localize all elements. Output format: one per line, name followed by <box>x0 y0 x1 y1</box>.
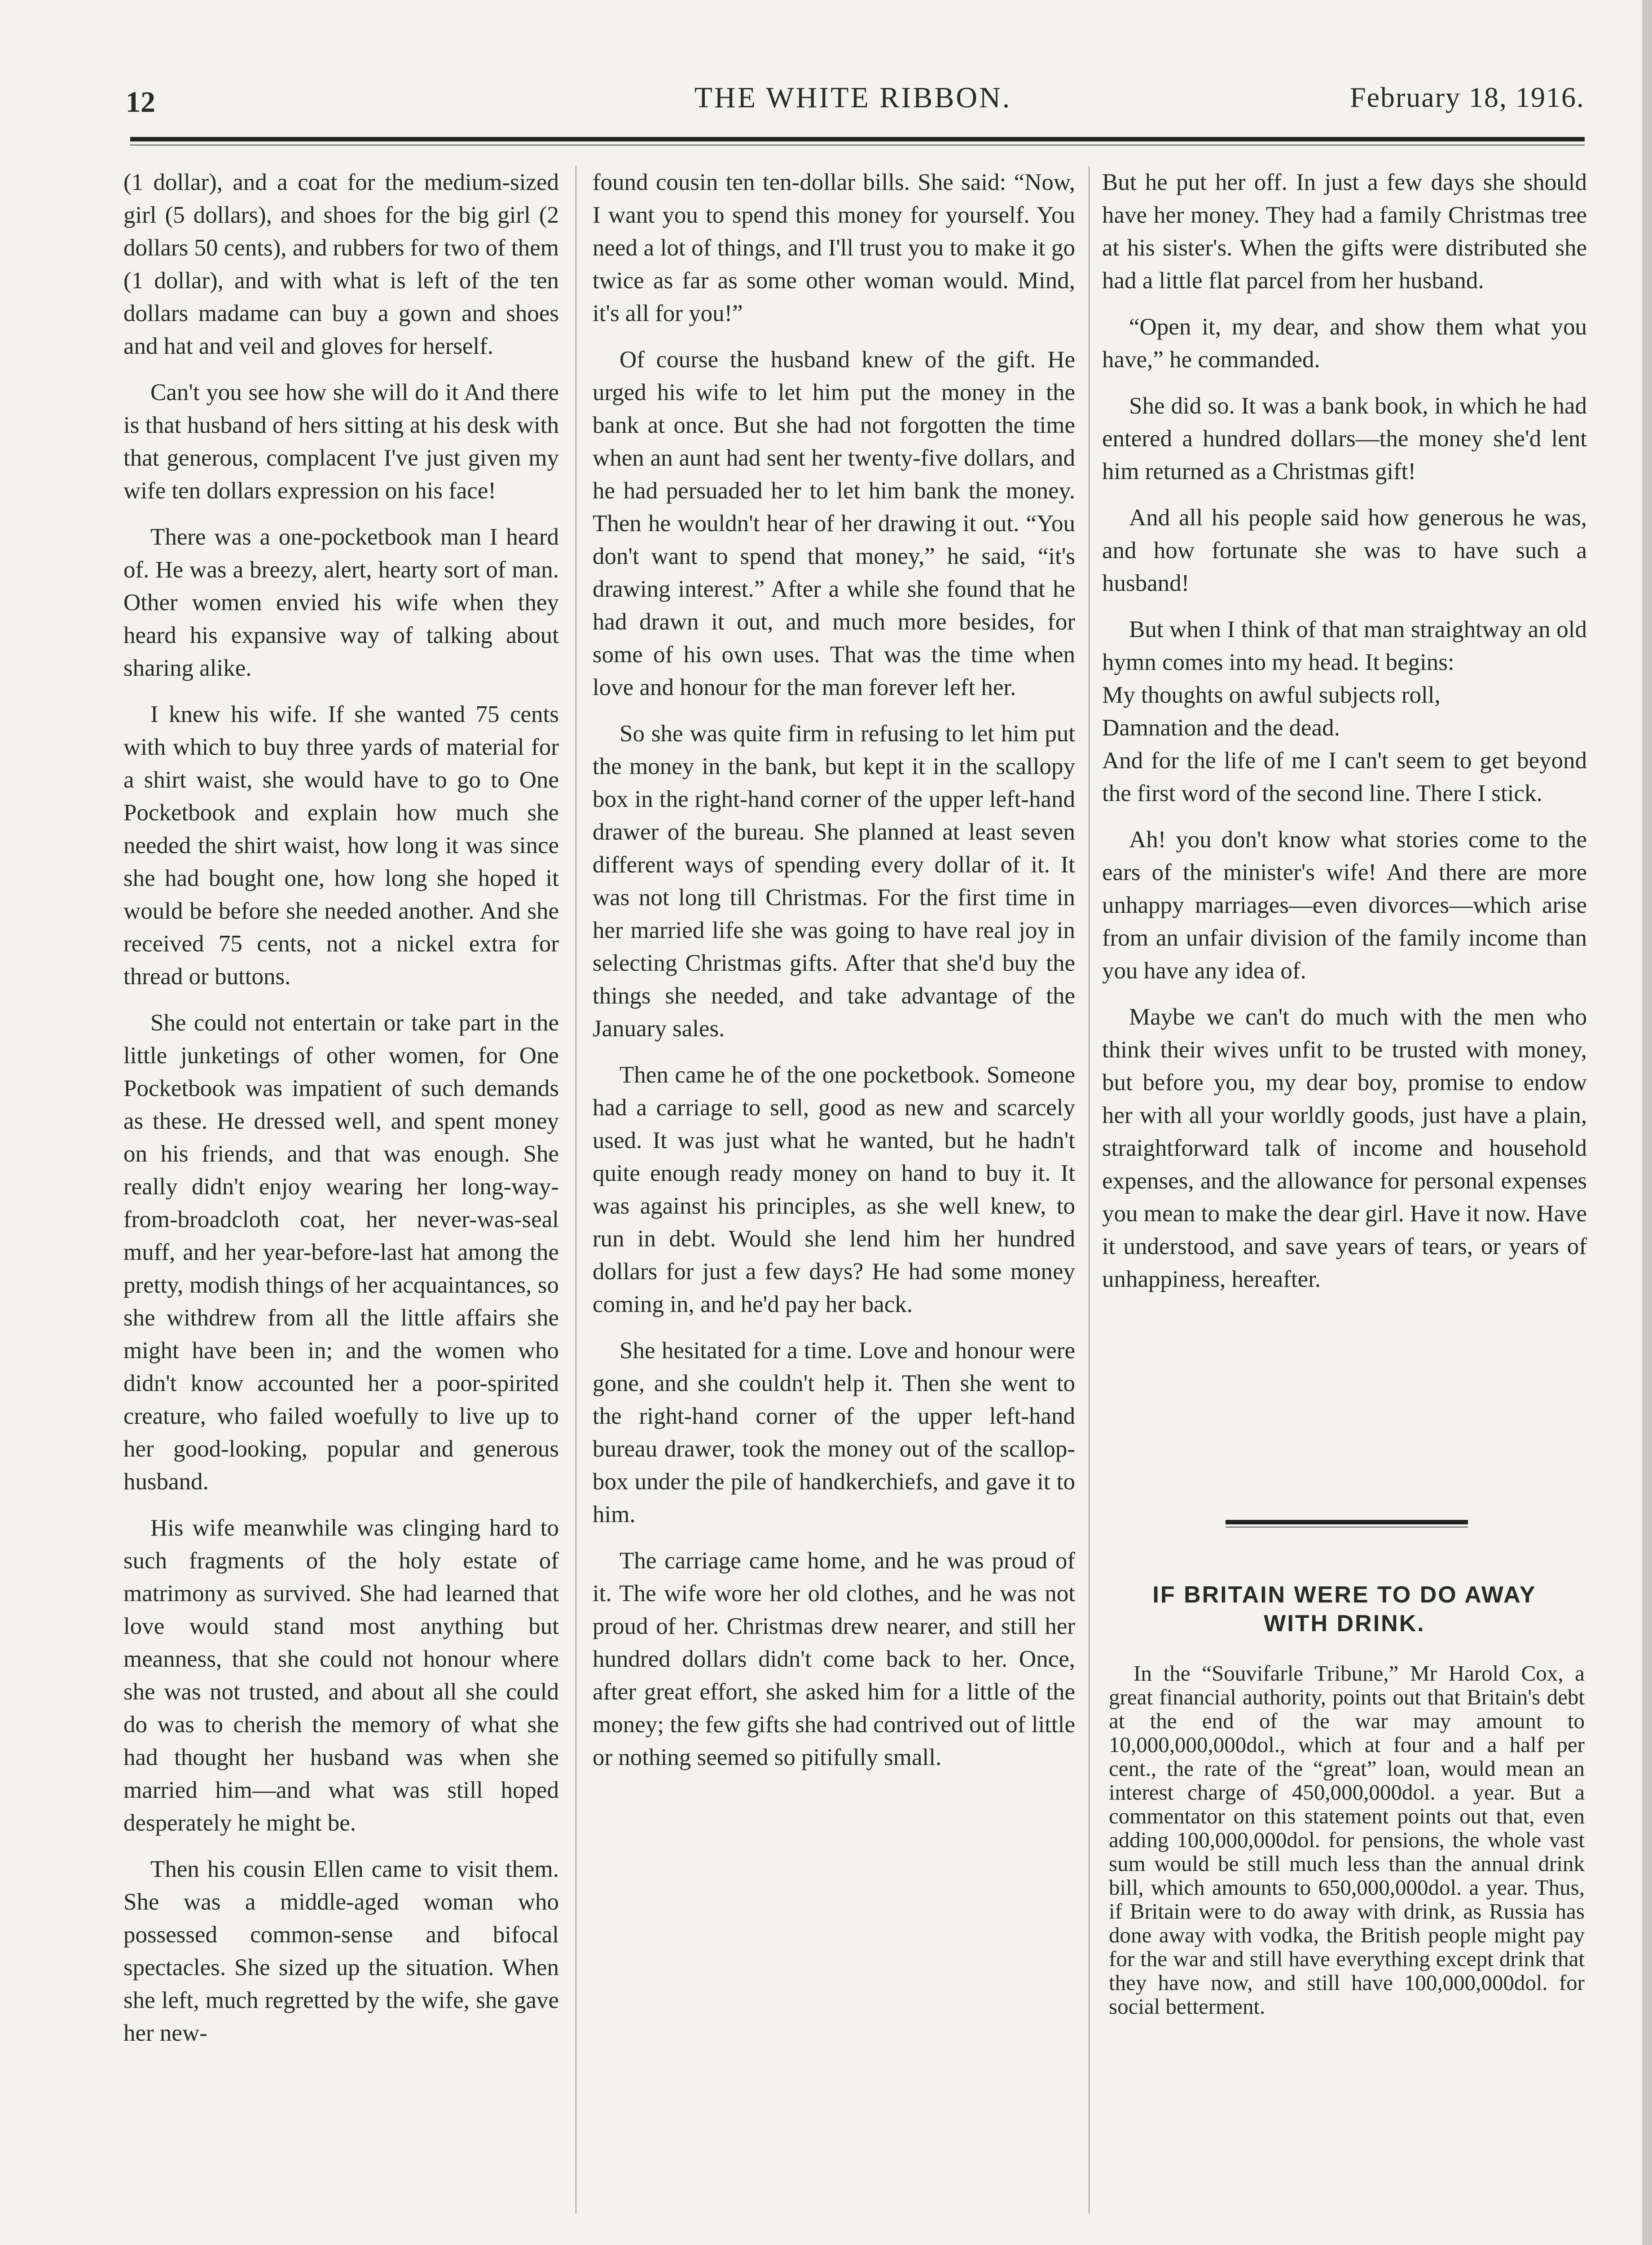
hymn-verse-line: Damnation and the dead. <box>1102 715 1340 741</box>
page-edge <box>1642 0 1652 2245</box>
paragraph: So she was quite firm in refusing to let him put the money in the bank, but kept it in the scallopy box in the right-hand corner of the upper left-hand drawer of the bureau. She planned at least seven different ways of spending every dollar of it. It was not long till Christmas. For the first time in her married life she was going to have real joy in selecting Christmas gifts. After that she'd buy the things she needed, and take advantage of the January sales. <box>593 721 1075 1042</box>
column-3 <box>1102 166 1587 1309</box>
paragraph: Can't you see how she will do it And there is that husband of hers sitting at his desk with that generous, complacent I've just given my wife ten dollars expression on his face! <box>123 379 559 504</box>
paragraph: Maybe we can't do much with the men who think their wives unfit to be trusted with money, but before you, my dear boy, promise to endow her with all your worldly goods, just have a plain, straightforward talk of income and household expenses, and the allowance for personal expenses you mean to make the dear girl. Have it now. Have it understood, and save years of tears, or years of unhappiness, hereafter. <box>1102 1004 1587 1292</box>
paragraph: She did so. It was a bank book, in which he had entered a hundred dollars—the money she'd lent him returned as a Christmas gift! <box>1102 393 1587 484</box>
column-1 <box>123 166 559 2063</box>
masthead-title: THE WHITE RIBBON. <box>694 81 1012 114</box>
paragraph: His wife meanwhile was clinging hard to such fragments of the holy estate of matrimony as survived. She had learned that love would stand most anything but meanness, that she could not honour where she was not trusted, and about all she could do was to cherish the memory of what she had thought her husband was when she married him—and what was still hoped desperately he might be. <box>123 1515 559 1836</box>
paragraph: found cousin ten ten-dollar bills. She said: “Now, I want you to spend this money for yourself. You need a lot of things, and I'll trust you to make it go twice as far as some other woman would. Mind, it's all for you!” <box>593 169 1075 326</box>
paragraph: But he put her off. In just a few days she should have her money. They had a family Christmas tree at his sister's. When the gifts were distributed she had a little flat parcel from her husband. <box>1102 169 1587 294</box>
paragraph: Ah! you don't know what stories come to the ears of the minister's wife! And there are more unhappy marriages—even divorces—which arise from an unfair division of the family income than you have any idea of. <box>1102 827 1587 984</box>
paragraph: But when I think of that man straightway an old hymn comes into my head. It begins: <box>1102 616 1587 675</box>
page-number: 12 <box>126 86 155 119</box>
paragraph: She could not entertain or take part in the little junketings of other women, for One Pocketbook was impatient of such demands as these. He dressed well, and spent money on his friends, and that was enough. She really didn't enjoy wearing her long-way-from-broadcloth coat, her never-was-seal muff, and her year-before-last hat among the pretty, modish things of her acquaintances, so she withdrew from all the little affairs she might have been in; and the women who didn't know accounted her a poor-spirited creature, who failed woefully to live up to her good-looking, popular and generous husband. <box>123 1010 559 1495</box>
paragraph: The carriage came home, and he was proud of it. The wife wore her old clothes, and he was not proud of her. Christmas drew nearer, and still her hundred dollars didn't come back to her. Once, after great effort, she asked him for a little of the money; the few gifts she had contrived out of little or nothing seemed so pitifully small. <box>593 1548 1075 1770</box>
paragraph: Of course the husband knew of the gift. He urged his wife to let him put the money in the bank at once. But she had not forgotten the time when an aunt had sent her twenty-five dollars, and he had persuaded her to let him bank the money. Then he wouldn't hear of her drawing it out. “You don't want to spend that money,” he said, “it's drawing interest.” After a while she found that he had drawn it out, and much more besides, for some of his own uses. That was the time when love and honour for the man forever left her. <box>593 347 1075 700</box>
article-separator <box>1226 1520 1468 1524</box>
headline-line: WITH DRINK. <box>1264 1611 1425 1637</box>
paragraph: Then his cousin Ellen came to visit them. She was a middle-aged woman who possessed common-sense and bifocal spectacles. She sized up the situation. When she left, much regretted by the wife, she gave her new- <box>123 1856 559 2046</box>
article-body <box>1109 1661 1585 2018</box>
column-2 <box>593 166 1075 1787</box>
paragraph: I knew his wife. If she wanted 75 cents with which to buy three yards of material for a shirt waist, she would have to go to One Pocketbook and explain how much she needed the shirt waist, how long it was since she had bought one, how long she hoped it would be before she needed another. And she received 75 cents, not a nickel extra for thread or buttons. <box>123 701 559 990</box>
column-divider <box>1089 166 1090 2214</box>
paragraph: In the “Souvifarle Tribune,” Mr Harold Cox, a great financial authority, points out that Britain's debt at the end of the war may amount to 10,000,000,000dol., which at four and a half per cent., the rate of the “great” loan, would mean an interest charge of 450,000,000dol. a year. But a commentator on this statement points out that, even adding 100,000,000dol. for pensions, the whole vast sum would be still much less than the annual drink bill, which amounts to 650,000,000dol. a year. Thus, if Britain were to do away with drink, as Russia has done away with vodka, the British people might pay for the war and still have everything except drink that they have now, and still have 100,000,000dol. for social betterment. <box>1109 1661 1585 2019</box>
article-headline <box>1102 1580 1587 1638</box>
header-rule <box>130 137 1585 141</box>
hymn-verse-line: My thoughts on awful subjects roll, <box>1102 682 1441 708</box>
issue-date: February 18, 1916. <box>1349 81 1585 113</box>
paragraph: She hesitated for a time. Love and honour were gone, and she couldn't help it. Then she went to the right-hand corner of the upper left-hand bureau drawer, took the money out of the scallop-box under the pile of handkerchiefs, and gave it to him. <box>593 1338 1075 1527</box>
paragraph: And for the life of me I can't seem to get beyond the first word of the second line. There I stick. <box>1102 748 1587 806</box>
paragraph: Then came he of the one pocketbook. Someone had a carriage to sell, good as new and scarcely used. It was just what he wanted, but he hadn't quite enough ready money on hand to buy it. It was against his principles, as she well knew, to run in debt. Would she lend him her hundred dollars for just a few days? He had some money coming in, and he'd pay her back. <box>593 1062 1075 1317</box>
paragraph: “Open it, my dear, and show them what you have,” he commanded. <box>1102 314 1587 373</box>
paragraph: And all his people said how generous he was, and how fortunate she was to have such a husband! <box>1102 505 1587 596</box>
paragraph: There was a one-pocketbook man I heard of. He was a breezy, alert, hearty sort of man. Other women envied his wife when they heard his expansive way of talking about sharing alike. <box>123 524 559 681</box>
page-header <box>121 81 1585 135</box>
headline-line: IF BRITAIN WERE TO DO AWAY <box>1152 1582 1537 1608</box>
paragraph: (1 dollar), and a coat for the medium-sized girl (5 dollars), and shoes for the big girl (2 dollars 50 cents), and rubbers for two of them (1 dollar), and with what is left of the ten dollars madame can buy a gown and shoes and hat and veil and gloves for herself. <box>123 169 559 359</box>
